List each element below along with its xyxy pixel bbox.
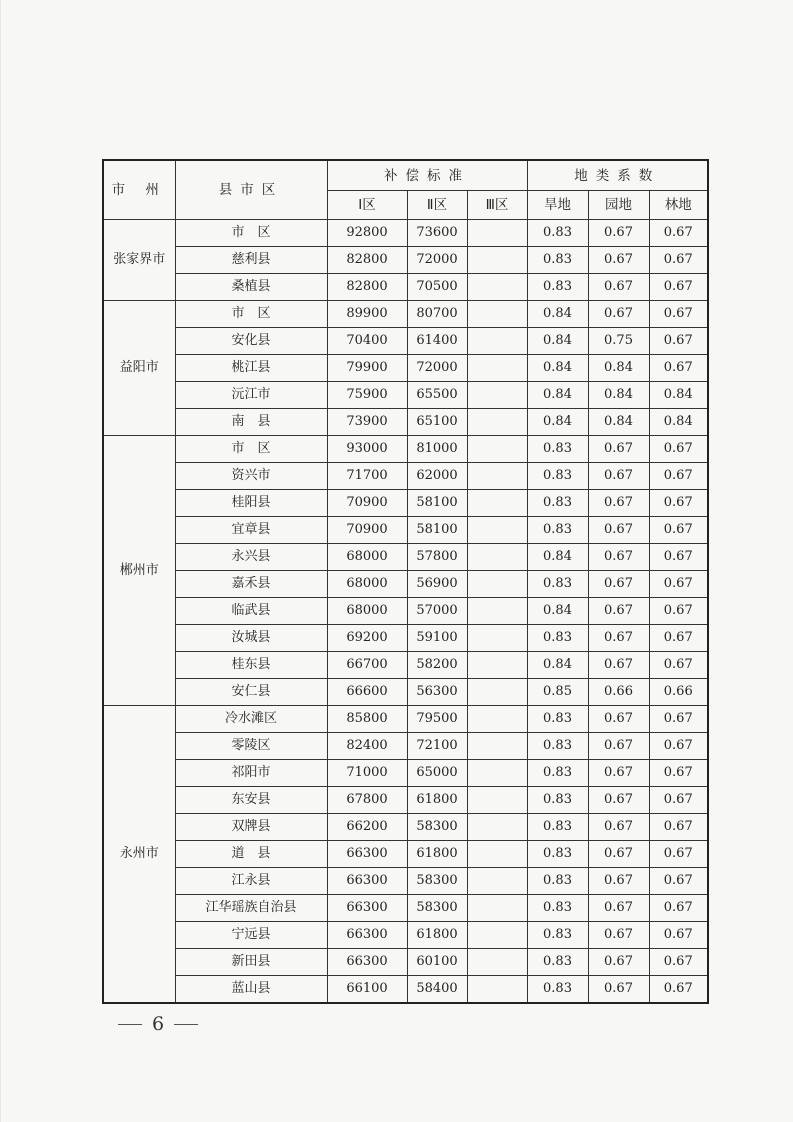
footer-dash-right [174, 1024, 198, 1025]
garden-cell: 0.67 [588, 490, 649, 517]
county-cell: 桂阳县 [175, 490, 327, 517]
header-city: 市 州 [103, 160, 175, 220]
dry-cell: 0.83 [527, 436, 588, 463]
dry-cell: 0.84 [527, 301, 588, 328]
dry-cell: 0.83 [527, 868, 588, 895]
garden-cell: 0.67 [588, 922, 649, 949]
county-cell: 祁阳市 [175, 760, 327, 787]
table-row [103, 301, 708, 328]
zone3-cell [467, 571, 527, 598]
county-cell: 安仁县 [175, 679, 327, 706]
garden-cell: 0.66 [588, 679, 649, 706]
county-cell: 嘉禾县 [175, 571, 327, 598]
zone1-cell: 79900 [327, 355, 407, 382]
dry-cell: 0.83 [527, 949, 588, 976]
zone3-cell [467, 625, 527, 652]
dry-cell: 0.83 [527, 517, 588, 544]
zone2-cell: 58100 [407, 517, 467, 544]
county-cell: 永兴县 [175, 544, 327, 571]
zone1-cell: 66300 [327, 868, 407, 895]
zone2-cell: 72100 [407, 733, 467, 760]
zone2-cell: 57000 [407, 598, 467, 625]
garden-cell: 0.67 [588, 760, 649, 787]
header-zone2: Ⅱ区 [407, 191, 467, 220]
table-row [103, 598, 708, 625]
forest-cell: 0.67 [649, 544, 708, 571]
header-compensation: 补偿标准 [327, 160, 527, 191]
forest-cell: 0.67 [649, 625, 708, 652]
zone1-cell: 66200 [327, 814, 407, 841]
forest-cell: 0.67 [649, 787, 708, 814]
forest-cell: 0.67 [649, 922, 708, 949]
zone3-cell [467, 355, 527, 382]
forest-cell: 0.67 [649, 490, 708, 517]
table-row [103, 463, 708, 490]
zone1-cell: 66100 [327, 976, 407, 1004]
zone1-cell: 71000 [327, 760, 407, 787]
city-cell: 张家界市 [103, 220, 175, 301]
zone3-cell [467, 652, 527, 679]
zone2-cell: 73600 [407, 220, 467, 247]
table-row [103, 436, 708, 463]
garden-cell: 0.67 [588, 868, 649, 895]
garden-cell: 0.67 [588, 274, 649, 301]
dry-cell: 0.84 [527, 652, 588, 679]
forest-cell: 0.67 [649, 220, 708, 247]
zone1-cell: 68000 [327, 544, 407, 571]
zone1-cell: 70900 [327, 517, 407, 544]
table-row [103, 517, 708, 544]
dry-cell: 0.83 [527, 922, 588, 949]
table-row [103, 355, 708, 382]
page-footer [118, 1013, 198, 1035]
dry-cell: 0.83 [527, 976, 588, 1004]
forest-cell: 0.67 [649, 247, 708, 274]
county-cell: 慈利县 [175, 247, 327, 274]
zone3-cell [467, 760, 527, 787]
dry-cell: 0.83 [527, 814, 588, 841]
table-row [103, 706, 708, 733]
zone2-cell: 56300 [407, 679, 467, 706]
garden-cell: 0.67 [588, 517, 649, 544]
zone1-cell: 73900 [327, 409, 407, 436]
zone2-cell: 56900 [407, 571, 467, 598]
zone3-cell [467, 895, 527, 922]
table-row [103, 841, 708, 868]
page-edge [0, 0, 1, 1122]
garden-cell: 0.67 [588, 598, 649, 625]
table-row [103, 328, 708, 355]
zone3-cell [467, 490, 527, 517]
zone2-cell: 58400 [407, 976, 467, 1004]
zone1-cell: 70900 [327, 490, 407, 517]
county-cell: 道 县 [175, 841, 327, 868]
zone1-cell: 66700 [327, 652, 407, 679]
county-cell: 零陵区 [175, 733, 327, 760]
header-dry: 旱地 [527, 191, 588, 220]
zone2-cell: 58300 [407, 814, 467, 841]
zone3-cell [467, 922, 527, 949]
county-cell: 江华瑶族自治县 [175, 895, 327, 922]
garden-cell: 0.67 [588, 544, 649, 571]
table-row [103, 895, 708, 922]
table-row [103, 544, 708, 571]
forest-cell: 0.67 [649, 976, 708, 1004]
forest-cell: 0.66 [649, 679, 708, 706]
forest-cell: 0.67 [649, 598, 708, 625]
zone1-cell: 70400 [327, 328, 407, 355]
zone1-cell: 66300 [327, 895, 407, 922]
zone2-cell: 61800 [407, 787, 467, 814]
zone3-cell [467, 949, 527, 976]
garden-cell: 0.84 [588, 355, 649, 382]
garden-cell: 0.67 [588, 733, 649, 760]
forest-cell: 0.67 [649, 868, 708, 895]
zone1-cell: 93000 [327, 436, 407, 463]
header-zone3: Ⅲ区 [467, 191, 527, 220]
zone1-cell: 85800 [327, 706, 407, 733]
garden-cell: 0.67 [588, 787, 649, 814]
county-cell: 桂东县 [175, 652, 327, 679]
dry-cell: 0.83 [527, 571, 588, 598]
county-cell: 安化县 [175, 328, 327, 355]
zone3-cell [467, 328, 527, 355]
forest-cell: 0.67 [649, 328, 708, 355]
dry-cell: 0.84 [527, 598, 588, 625]
zone2-cell: 79500 [407, 706, 467, 733]
table-row [103, 220, 708, 247]
county-cell: 蓝山县 [175, 976, 327, 1004]
dry-cell: 0.84 [527, 544, 588, 571]
zone3-cell [467, 976, 527, 1004]
header-land-coef: 地类系数 [527, 160, 708, 191]
zone1-cell: 68000 [327, 598, 407, 625]
county-cell: 南 县 [175, 409, 327, 436]
zone1-cell: 82800 [327, 247, 407, 274]
zone3-cell [467, 247, 527, 274]
forest-cell: 0.67 [649, 949, 708, 976]
dry-cell: 0.84 [527, 355, 588, 382]
county-cell: 冷水滩区 [175, 706, 327, 733]
dry-cell: 0.83 [527, 220, 588, 247]
forest-cell: 0.67 [649, 517, 708, 544]
header-garden: 园地 [588, 191, 649, 220]
dry-cell: 0.84 [527, 328, 588, 355]
footer-dash-left [118, 1024, 142, 1025]
zone2-cell: 65100 [407, 409, 467, 436]
zone2-cell: 60100 [407, 949, 467, 976]
zone3-cell [467, 436, 527, 463]
zone3-cell [467, 598, 527, 625]
dry-cell: 0.83 [527, 787, 588, 814]
dry-cell: 0.83 [527, 247, 588, 274]
table-row [103, 382, 708, 409]
zone3-cell [467, 706, 527, 733]
table-row [103, 976, 708, 1004]
zone3-cell [467, 733, 527, 760]
table-row [103, 922, 708, 949]
zone2-cell: 61400 [407, 328, 467, 355]
garden-cell: 0.67 [588, 220, 649, 247]
garden-cell: 0.67 [588, 436, 649, 463]
zone2-cell: 61800 [407, 922, 467, 949]
zone1-cell: 89900 [327, 301, 407, 328]
forest-cell: 0.67 [649, 301, 708, 328]
zone1-cell: 66300 [327, 841, 407, 868]
zone2-cell: 58300 [407, 895, 467, 922]
zone1-cell: 82800 [327, 274, 407, 301]
zone1-cell: 75900 [327, 382, 407, 409]
garden-cell: 0.67 [588, 841, 649, 868]
forest-cell: 0.67 [649, 760, 708, 787]
zone2-cell: 58300 [407, 868, 467, 895]
county-cell: 市 区 [175, 220, 327, 247]
county-cell: 江永县 [175, 868, 327, 895]
county-cell: 宁远县 [175, 922, 327, 949]
zone3-cell [467, 787, 527, 814]
county-cell: 市 区 [175, 301, 327, 328]
compensation-table [102, 159, 709, 1004]
garden-cell: 0.84 [588, 382, 649, 409]
table-row [103, 274, 708, 301]
zone2-cell: 59100 [407, 625, 467, 652]
dry-cell: 0.83 [527, 490, 588, 517]
forest-cell: 0.67 [649, 706, 708, 733]
header-row-1 [103, 160, 708, 191]
table-row [103, 490, 708, 517]
header-forest: 林地 [649, 191, 708, 220]
county-cell: 桃江县 [175, 355, 327, 382]
table-row [103, 760, 708, 787]
forest-cell: 0.67 [649, 355, 708, 382]
forest-cell: 0.84 [649, 382, 708, 409]
zone2-cell: 57800 [407, 544, 467, 571]
zone3-cell [467, 517, 527, 544]
city-cell: 益阳市 [103, 301, 175, 436]
table-row [103, 949, 708, 976]
garden-cell: 0.67 [588, 895, 649, 922]
forest-cell: 0.67 [649, 814, 708, 841]
zone3-cell [467, 841, 527, 868]
zone3-cell [467, 463, 527, 490]
table-row [103, 733, 708, 760]
table-row [103, 787, 708, 814]
forest-cell: 0.67 [649, 895, 708, 922]
county-cell: 宜章县 [175, 517, 327, 544]
zone2-cell: 70500 [407, 274, 467, 301]
zone3-cell [467, 544, 527, 571]
header-county: 县市区 [175, 160, 327, 220]
dry-cell: 0.85 [527, 679, 588, 706]
garden-cell: 0.75 [588, 328, 649, 355]
table-row [103, 625, 708, 652]
county-cell: 新田县 [175, 949, 327, 976]
garden-cell: 0.84 [588, 409, 649, 436]
garden-cell: 0.67 [588, 949, 649, 976]
zone3-cell [467, 409, 527, 436]
zone2-cell: 62000 [407, 463, 467, 490]
forest-cell: 0.67 [649, 274, 708, 301]
zone2-cell: 65000 [407, 760, 467, 787]
city-cell: 郴州市 [103, 436, 175, 706]
dry-cell: 0.83 [527, 841, 588, 868]
dry-cell: 0.83 [527, 463, 588, 490]
dry-cell: 0.83 [527, 274, 588, 301]
garden-cell: 0.67 [588, 301, 649, 328]
zone3-cell [467, 868, 527, 895]
dry-cell: 0.83 [527, 706, 588, 733]
forest-cell: 0.67 [649, 436, 708, 463]
table-row [103, 868, 708, 895]
table-row [103, 247, 708, 274]
table-row [103, 652, 708, 679]
zone1-cell: 66300 [327, 922, 407, 949]
zone1-cell: 66300 [327, 949, 407, 976]
garden-cell: 0.67 [588, 625, 649, 652]
table-row [103, 571, 708, 598]
county-cell: 东安县 [175, 787, 327, 814]
garden-cell: 0.67 [588, 976, 649, 1004]
zone2-cell: 58100 [407, 490, 467, 517]
zone3-cell [467, 220, 527, 247]
table-row [103, 409, 708, 436]
garden-cell: 0.67 [588, 706, 649, 733]
header-zone1: Ⅰ区 [327, 191, 407, 220]
zone1-cell: 69200 [327, 625, 407, 652]
city-cell: 永州市 [103, 706, 175, 1004]
table-row [103, 679, 708, 706]
zone2-cell: 61800 [407, 841, 467, 868]
zone2-cell: 81000 [407, 436, 467, 463]
garden-cell: 0.67 [588, 463, 649, 490]
forest-cell: 0.67 [649, 841, 708, 868]
zone2-cell: 58200 [407, 652, 467, 679]
county-cell: 汝城县 [175, 625, 327, 652]
forest-cell: 0.67 [649, 733, 708, 760]
zone1-cell: 66600 [327, 679, 407, 706]
county-cell: 双牌县 [175, 814, 327, 841]
county-cell: 市 区 [175, 436, 327, 463]
county-cell: 临武县 [175, 598, 327, 625]
zone3-cell [467, 274, 527, 301]
county-cell: 资兴市 [175, 463, 327, 490]
dry-cell: 0.84 [527, 382, 588, 409]
garden-cell: 0.67 [588, 571, 649, 598]
zone2-cell: 65500 [407, 382, 467, 409]
zone3-cell [467, 679, 527, 706]
zone3-cell [467, 301, 527, 328]
dry-cell: 0.83 [527, 760, 588, 787]
garden-cell: 0.67 [588, 247, 649, 274]
zone3-cell [467, 382, 527, 409]
garden-cell: 0.67 [588, 652, 649, 679]
page-number: 6 [152, 1013, 165, 1035]
zone1-cell: 71700 [327, 463, 407, 490]
dry-cell: 0.84 [527, 409, 588, 436]
dry-cell: 0.83 [527, 625, 588, 652]
zone2-cell: 72000 [407, 247, 467, 274]
forest-cell: 0.67 [649, 652, 708, 679]
zone1-cell: 67800 [327, 787, 407, 814]
forest-cell: 0.67 [649, 463, 708, 490]
zone2-cell: 80700 [407, 301, 467, 328]
zone2-cell: 72000 [407, 355, 467, 382]
dry-cell: 0.83 [527, 895, 588, 922]
zone3-cell [467, 814, 527, 841]
zone1-cell: 92800 [327, 220, 407, 247]
zone1-cell: 68000 [327, 571, 407, 598]
garden-cell: 0.67 [588, 814, 649, 841]
county-cell: 沅江市 [175, 382, 327, 409]
county-cell: 桑植县 [175, 274, 327, 301]
table-row [103, 814, 708, 841]
forest-cell: 0.84 [649, 409, 708, 436]
zone1-cell: 82400 [327, 733, 407, 760]
forest-cell: 0.67 [649, 571, 708, 598]
dry-cell: 0.83 [527, 733, 588, 760]
